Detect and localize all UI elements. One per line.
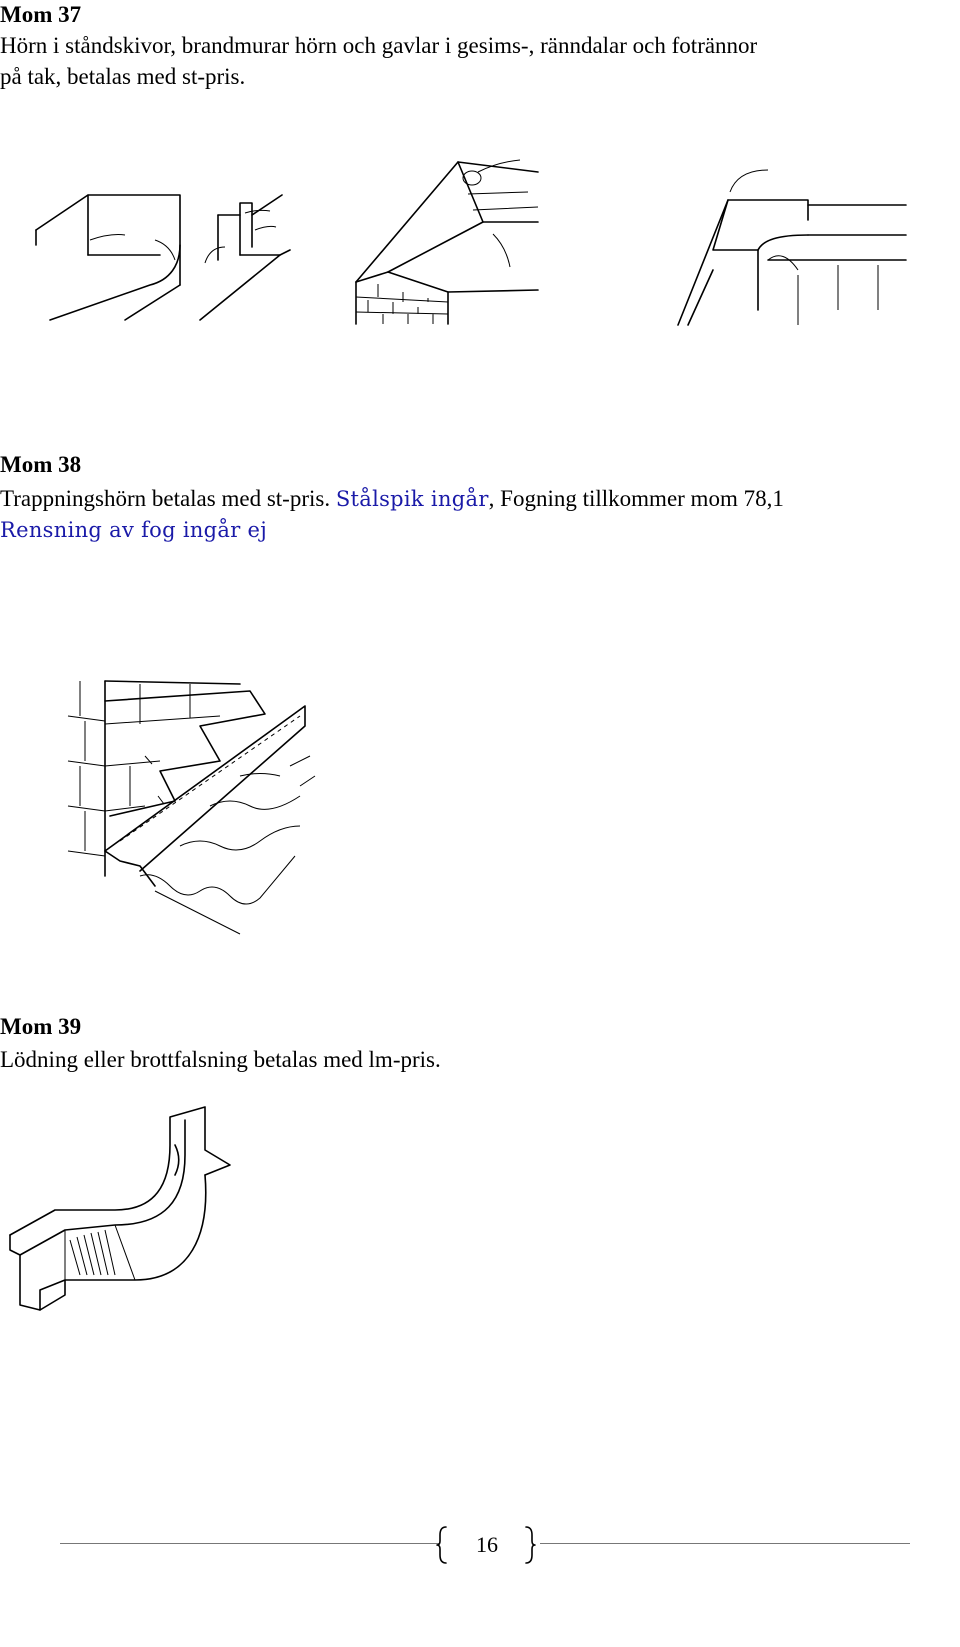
mom38-text-part-3: , Fogning tillkommer mom 78,1: [488, 486, 784, 511]
stepped-flashing-illustration: [40, 676, 320, 936]
footer-bracket-left: [436, 1525, 448, 1565]
mom38-text-part-2: Stålspik ingår: [335, 487, 489, 511]
footer-rule-left: [60, 1543, 440, 1544]
gutter-corner-illustration: [668, 160, 908, 330]
mom38-text-line-2: Rensning av fog ingår ej: [0, 518, 268, 542]
mom39-heading: Mom 39: [0, 1014, 82, 1039]
soldered-gutter-corner-illustration: [5, 1105, 245, 1315]
footer-rule-right: [540, 1543, 910, 1544]
footer-bracket-right: [524, 1525, 536, 1565]
mom38-section: [0, 450, 784, 546]
mom39-text-line-1: Lödning eller brottfalsning betalas med lm-pris.: [0, 1047, 441, 1072]
mom37-text-line-2: på tak, betalas med st-pris.: [0, 64, 246, 89]
mom38-heading: Mom 38: [0, 452, 82, 477]
mom37-heading: Mom 37: [0, 2, 82, 27]
gable-ridge-illustration: [348, 152, 548, 327]
mom38-text-part-1: Trappningshörn betalas med st-pris.: [0, 486, 336, 511]
standskiva-corner-illustration: [30, 185, 290, 325]
mom37-text-line-1: Hörn i ståndskivor, brandmurar hörn och gavlar i gesims-, ränndalar och fotrännor: [0, 33, 758, 58]
page-number: 16: [476, 1532, 498, 1557]
mom37-section: [0, 0, 757, 92]
mom38-text-line-1: [0, 483, 784, 515]
mom39-section: [0, 1012, 441, 1075]
